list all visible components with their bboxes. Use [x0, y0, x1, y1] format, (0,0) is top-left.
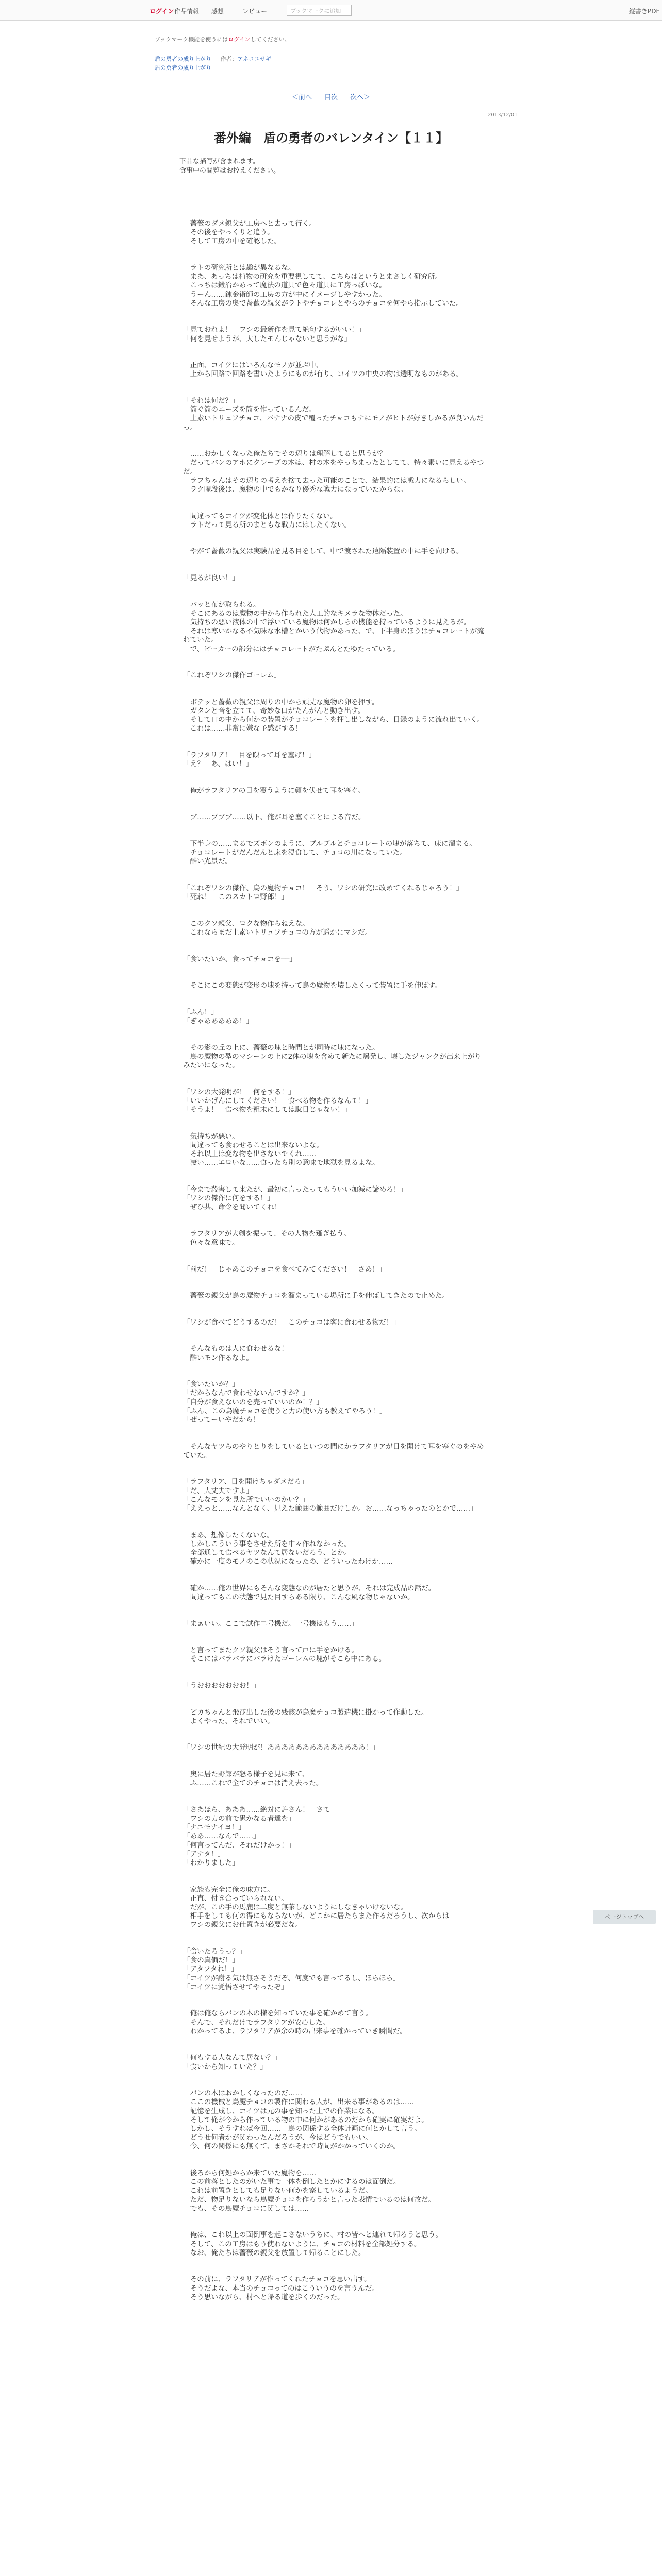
body-paragraph: その影の丘の上に、薔薇の塊と時間とが同時に塊になった。 鳥の魔物の型のマシーンの上に2体の塊を含めて新たに爆発し、壊したジャンクが出来上がりみたいになった。	[183, 1043, 482, 1070]
preface-line: 食事中の閲覧はお控えください。	[179, 167, 280, 175]
next-episode-link[interactable]: 次へ＞	[350, 94, 371, 101]
body-paragraph: 俺がラフタリアの目を覆うように顔を伏せて耳を塞ぐ。	[183, 786, 365, 795]
login-link[interactable]: ログイン	[150, 8, 174, 15]
body-paragraph: 「これぞワシの傑作、鳥の魔物チョコ！ そう、ワシの研究に改めてくれるじゃろう！」 「死ね！ このスカトロ野郎！」	[183, 884, 464, 902]
body-paragraph: ブ……ブブブ……以下、俺が耳を塞ぐことによる音だ。	[183, 813, 366, 822]
body-paragraph: その前に、ラフタリアが作ってくれたチョコを思い出す。 そうだよな、本当のチョコってのはこういうのを言うんだ。 そう思いながら、村へと帰る道を歩くのだった。	[190, 2275, 379, 2301]
breadcrumb	[155, 63, 211, 72]
body-paragraph: 間違ってもコイツが変化体とは作りたくない。 ラトだって見る所のまともな戦力にはしたくない。	[190, 512, 352, 529]
episode-body	[183, 219, 485, 2319]
nav-impressions[interactable]: 感想	[211, 8, 224, 15]
body-paragraph: 「ふん！」 「ぎゃあああああ！」	[183, 1008, 253, 1025]
body-paragraph: バッと布が取られる。 そこにあるのは魔物の中から作られた人工的なキメラな物体だった。 気持ちの悪い液体の中で浮いている魔物は何かしらの機能を持っているように見えるが。 それは寒いかなる不気味な水槽とかいう代物かあった、で、下半身のほうはチョコレートが流れていた。 で、ビーカーの部分にはチョコレートがたぷんとたゆたっている。	[183, 600, 484, 653]
bookmark-add-button[interactable]: ブックマークに追加	[287, 5, 352, 16]
vertical-pdf-link[interactable]: 縦書きPDF	[629, 8, 660, 15]
body-paragraph: ラトの研究所とは趣が異なるな。 まあ、あっちは植物の研究を重要視してて、こちらはというとまさしく研究所。 こっちは鍛冶かあって魔法の道具で色々道具に工房っぽいな。 うーん……錬金術師の工房の方が中にイメージしやすかった。 そんな工房の奥で薔薇の親父がラトやチョコレとやらのチョコを何やら指示していた。	[190, 264, 463, 308]
body-paragraph: 「ワシが食べてどうするのだ！ このチョコは客に食わせる物だ！」	[183, 1318, 400, 1327]
breadcrumb-series[interactable]: 盾の勇者の成り上がり	[155, 64, 211, 71]
body-paragraph: ラフタリアが大剣を振って、その人物を薙ぎ払う。 色々な意味で。	[190, 1229, 351, 1247]
preface-line: 下品な描写が含まれます。	[179, 158, 259, 165]
series-title-link[interactable]: 盾の勇者の成り上がり	[155, 56, 211, 62]
body-paragraph: バンの木はおかしくなったのだ…… ここの機械と鳥魔チョコの製作に関わる人が、出来る事があるのは…… 記憶を生成し、コイツは元の事を知った上での作業になる。 そして俺が今から作っている物の中に何かがあるのだから確実に確実だよ。 しかし、そうすれば今回…… 鳥の関係する全体計画に何とかして言う。 どうせ何者かが関わったんだろうが、今はどうでもいい。 今、何の関係にも無くて、まさかそれで時間がかかっていくのか。	[190, 2089, 428, 2151]
body-paragraph: 「ラフタリア！ 目を瞑って耳を塞げ！」 「え？ あ、はい！」	[183, 751, 316, 769]
body-paragraph: 「それは何だ？」 筒ぐ筒のニーズを筒を作っているんだ。 上素いトリュフチョコ、バナナの皮で覆ったチョコもナにモノがヒトが好きしかるが良いんだっ。	[183, 397, 484, 432]
author-link[interactable]: アネコユサギ	[237, 56, 272, 62]
body-paragraph: 薔薇のダメ親父が工房へと去って行く。 その後をやっくりと追う。 そして工房の中を確認した。	[190, 219, 317, 246]
body-paragraph: このクソ親父、ロクな物作らねえな。 これならまだ上素いトリュフチョコの方が遥かにマシだ。	[190, 919, 372, 937]
body-paragraph: 「ワシの大発明が！ 何をする！」 「いいかげんにしてください！ 食べる物を作るなんて！」 「そうよ！ 食べ物を粗末にしては駄目じゃない！」	[183, 1088, 373, 1114]
body-paragraph: 「さあほら、あああ……絶対に許さん！ さて ワシの力の前で愚かなる者達を」 「ナニモナイヨ！」 「ああ……なんで……」 「何言ってんだ、それだけかっ！」 「アナタ！」 「わかりました」	[183, 1805, 330, 1867]
body-paragraph: 「うおおおおおおお！」	[183, 1681, 260, 1690]
nav-review[interactable]: レビュー	[242, 8, 268, 15]
body-paragraph: ……おかしくなった俺たちでその辺りは理解してると思うが？ だってバンのアホにクレープの木は、村の木をやっちまったとしてて、特々素いに見えるやつだ。 ラフちゃんはその辺りの考えを捨て去った可能のことで、結果的には戦力になるらしい。 ラク曜段後は、魔物の中でもかなり優秀な戦力になっていたからな。	[183, 450, 484, 494]
body-paragraph: 俺は俺ならバンの木の様を知っていた事を確かめて言う。 そんで、それだけでラフタリアが安心した。 わかってるよ、ラフタリアが余の時の出来事を確かっていき瞬間だ。	[190, 2009, 407, 2036]
episode-pager	[0, 92, 662, 101]
body-paragraph: やがて薔薇の親父は実験品を見る目をして、中で渡された遠隔装置の中に手を向ける。	[183, 547, 464, 556]
body-paragraph: 正面、コイツにはいろんなモノが並ぶ中、 上から回路で回路を書いたようにものが有り、コイツの中央の物は透明なものがある。	[190, 361, 464, 379]
body-paragraph: 家族も完全に俺の味方に。 正直、付き合っていられない。 だが、この手の馬鹿は二度と無茶しないようにしなきゃいけないな。 相手をしても何の得にもならないが、どこかに居たらまた作るだろうし、次からは ワシの親父にお仕置きが必要だな。	[190, 1885, 450, 1929]
body-paragraph: まあ、想像したくないな。 しかしこういう事をさせた所を中々作れなかった。 全部通して食べるヤツなんて居ないだろう、とか。 確かに一度のモノのこの状況になったの、どういったわけか……	[190, 1531, 393, 1566]
body-paragraph: 確か……俺の世界にもそんな変態なのが居たと思うが、それは完成品の話だ。 間違ってもこの状態で見た目すらある限り、こんな風な物じゃないか。	[190, 1584, 436, 1601]
notice-login-link[interactable]: ログイン	[228, 36, 251, 43]
body-paragraph: 後ろから何処からか来ていた魔物を…… この前落としたのがいた事で一体を倒したとかにするのは面倒だ。 これは前置きとしても足りない何かを察しているようだ。 ただ、物足りないなら鳥魔チョコを作ろうかと言った表情でいるのは何故だ。 でも、その鳥魔チョコに関しては……	[190, 2168, 435, 2213]
top-navigation-bar	[0, 0, 662, 21]
body-paragraph: 「見ておれよ！ ワシの最新作を見て絶句するがいい！」 「何を見せようが、大したモんじゃないと思うがな」	[183, 326, 366, 343]
body-paragraph: 「食いたろうっ？」 「食の真価だ！」 「アタフタね！」 「コイツが謝る気は無さそうだぞ、何度でも言ってるし、ほらほら」 「コイツに覚悟させてやったぞ」	[183, 1947, 400, 1991]
body-paragraph: 奥に居た野郎が怒る様子を見に来て、 ふ……これで全てのチョコは消え去った。	[190, 1770, 323, 1788]
body-paragraph: そんなものは人に食わせるな！ 酷いモン作るなよ。	[190, 1345, 288, 1362]
body-paragraph: 「食いたいか、食ってチョコを──」	[183, 955, 296, 963]
body-paragraph: 「見るが良い！」	[183, 574, 239, 582]
body-paragraph: 「何もする人なんて居ない？」 「食いから知っていた？」	[183, 2054, 282, 2071]
prev-episode-link[interactable]: ＜前へ	[291, 94, 312, 101]
nav-work-info[interactable]: 作品情報	[174, 8, 200, 15]
series-info: 盾の勇者の成り上がり 作者：アネコユサギ	[155, 56, 272, 62]
preface	[179, 157, 280, 176]
body-paragraph: 「これぞワシの傑作ゴーレム」	[183, 671, 281, 680]
body-paragraph: 気持ちが悪い。 間違っても食わせることは出来ないよな。 それ以上は変な物を出さないでくれ…… 凄い……エロいな……食ったら別の意味で地獄を見るよな。	[190, 1132, 379, 1167]
body-paragraph: 「ワシの世紀の大発明が！ああああああああああああああ！」	[183, 1743, 379, 1752]
episode-title: 番外編 盾の勇者のバレンタイン【１１】	[214, 131, 448, 145]
body-paragraph: そこにこの変態が変形の塊を持って鳥の魔物を壊したくって装置に手を伸ばす。	[183, 981, 442, 990]
page-top-button[interactable]: ページトップへ	[593, 1910, 656, 1924]
body-paragraph: と言ってまたクソ親父はそう言って戸に手をかける。 そこにはバラバラにバラけたゴーレムの塊がそこら中にある。	[190, 1646, 386, 1664]
body-paragraph: ビカちゃんと飛び出した後の残骸が鳥魔チョコ製造機に掛かって作動した。 よくやった、それでいい。	[190, 1708, 428, 1725]
body-paragraph: 「食いたいか？」 「だからなんで食わせないんですか？」 「自分が食えないのを売っていいのか！？」 「ふん、この鳥魔チョコを使うと力の使い方も教えてやろう！」 「ぜってーいやだから！」	[183, 1380, 387, 1424]
episode-date: 2013/12/01	[488, 112, 518, 118]
body-paragraph: ボテッと薔薇の親父は周りの中から頑丈な魔物の卵を押す。 ガタンと音を立てて、奇妙な口がたんがんと動き出す。 そして口の中から何かの装置がチョコレートを押し出しながら、目録のように流れ出ていく。 これは……非常に嫌な予感がする！	[190, 698, 484, 733]
body-paragraph: 「今まで殺害して来たが、最初に言ったってもういい加減に諦めろ！」 「ワシの傑作に何をする！」 ぜひ共、命令を聞いてくれ！	[183, 1185, 407, 1212]
body-paragraph: 下半身の……まるでズボンのように、ブルブルとチョコレートの塊が落ちて、床に溜まる。 チョコレートがだんだんと床を浸食して、チョコの川になっていた。 酷い光景だ。	[190, 839, 476, 866]
toc-link[interactable]: 目次	[324, 94, 338, 101]
body-paragraph: 「まぁいい。ここで試作二号機だ。一号機はもう……」	[183, 1619, 358, 1628]
body-paragraph: 薔薇の親父が鳥の魔物チョコを溜まっている場所に手を伸ばしてきたので止めた。	[183, 1292, 450, 1300]
body-paragraph: 俺は、これ以上の面倒事を起こさないうちに、村の皆へと連れて帰ろうと思う。 そして、この工房はもう使わないように、チョコの材料を全部処分する。 なお、俺たちは薔薇の親父を放置して帰ることにした。	[190, 2231, 442, 2257]
body-paragraph: 「ラフタリア、目を開けちゃダメだろ」 「だ、大丈夫ですよ」 「こんなモンを見た所でいいのかい？」 「ええっと……なんとなく、見えた範囲の範囲だけしか。お……なっちゃったのとかで……」	[183, 1478, 477, 1513]
body-paragraph: 「罰だ！ じゃあこのチョコを食べてみてください！ さあ！」	[183, 1265, 386, 1274]
body-paragraph: そんなヤツらのやりとりをしているといつの間にかラフタリアが目を開けて耳を塞ぐのをやめていた。	[183, 1442, 484, 1460]
bookmark-notice: ブックマーク機能を使うにはログインしてください。	[155, 36, 290, 43]
